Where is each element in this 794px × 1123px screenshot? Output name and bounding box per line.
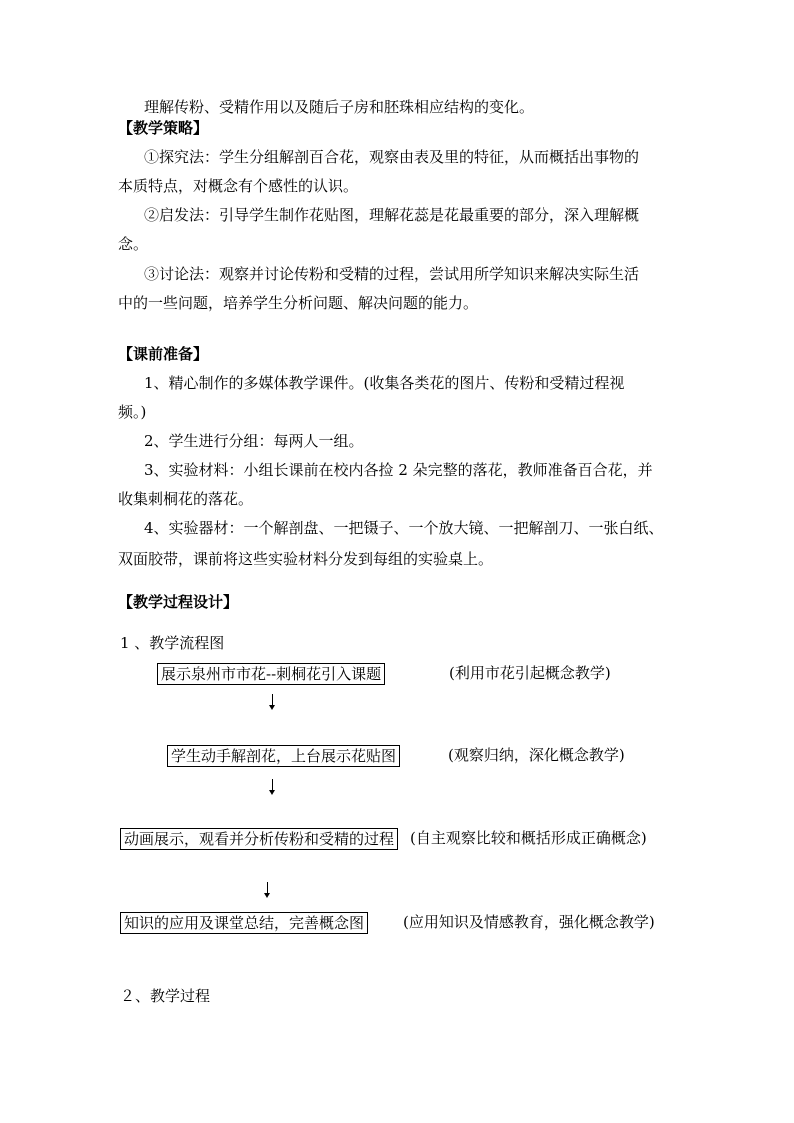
strategy-item-2-line-2: 念。 <box>118 235 149 253</box>
prep-heading: 【课前准备】 <box>118 345 209 363</box>
flow-step-1: 展示泉州市市花--刺桐花引入课题 <box>157 663 385 685</box>
strategy-item-2-line-1: ②启发法：引导学生制作花贴图，理解花蕊是花最重要的部分，深入理解概 <box>144 206 640 224</box>
prep-item-1-line-2: 频。) <box>118 403 147 421</box>
flow-note-3: (自主观察比较和概括形成正确概念) <box>410 829 647 847</box>
intro-text: 理解传粉、受精作用以及随后子房和胚珠相应结构的变化。 <box>144 98 535 116</box>
prep-item-4-line-2: 双面胶带，课前将这些实验材料分发到每组的实验桌上。 <box>118 550 494 568</box>
flow-arrow-2 <box>272 779 273 793</box>
flowchart-subheading: 1 、教学流程图 <box>120 634 225 652</box>
strategy-item-3-line-2: 中的一些问题，培养学生分析问题、解决问题的能力。 <box>118 294 479 312</box>
prep-item-3-line-2: 收集刺桐花的落花。 <box>118 490 254 508</box>
prep-item-2: 2、学生进行分组：每两人一组。 <box>144 432 364 450</box>
prep-item-4-line-1: 4、实验器材：一个解剖盘、一把镊子、一个放大镜、一把解剖刀、一张白纸、 <box>144 519 664 537</box>
flow-arrow-1 <box>272 694 273 708</box>
prep-item-1-line-1: 1、精心制作的多媒体教学课件。(收集各类花的图片、传粉和受精过程视 <box>144 374 625 392</box>
strategy-item-1-line-2: 本质特点，对概念有个感性的认识。 <box>118 177 359 195</box>
flow-arrow-3 <box>267 882 268 896</box>
flow-note-2: (观察归纳，深化概念教学) <box>448 746 625 764</box>
flow-note-1: (利用市花引起概念教学) <box>449 664 611 682</box>
strategy-item-1-line-1: ①探究法：学生分组解剖百合花，观察由表及里的特征，从而概括出事物的 <box>144 148 640 166</box>
flow-step-4: 知识的应用及课堂总结，完善概念图 <box>120 912 368 934</box>
flow-step-2: 学生动手解剖花，上台展示花贴图 <box>167 745 400 767</box>
process-subheading-2: ２、教学过程 <box>120 987 211 1005</box>
strategy-heading: 【教学策略】 <box>118 119 209 137</box>
prep-item-3-line-1: 3、实验材料：小组长课前在校内各捡 2 朵完整的落花，教师准备百合花，并 <box>144 461 653 479</box>
flow-note-4: (应用知识及情感教育，强化概念教学) <box>403 913 655 931</box>
strategy-item-3-line-1: ③讨论法：观察并讨论传粉和受精的过程，尝试用所学知识来解决实际生活 <box>144 265 640 283</box>
flow-step-3: 动画展示，观看并分析传粉和受精的过程 <box>120 828 398 850</box>
process-heading: 【教学过程设计】 <box>118 593 239 611</box>
